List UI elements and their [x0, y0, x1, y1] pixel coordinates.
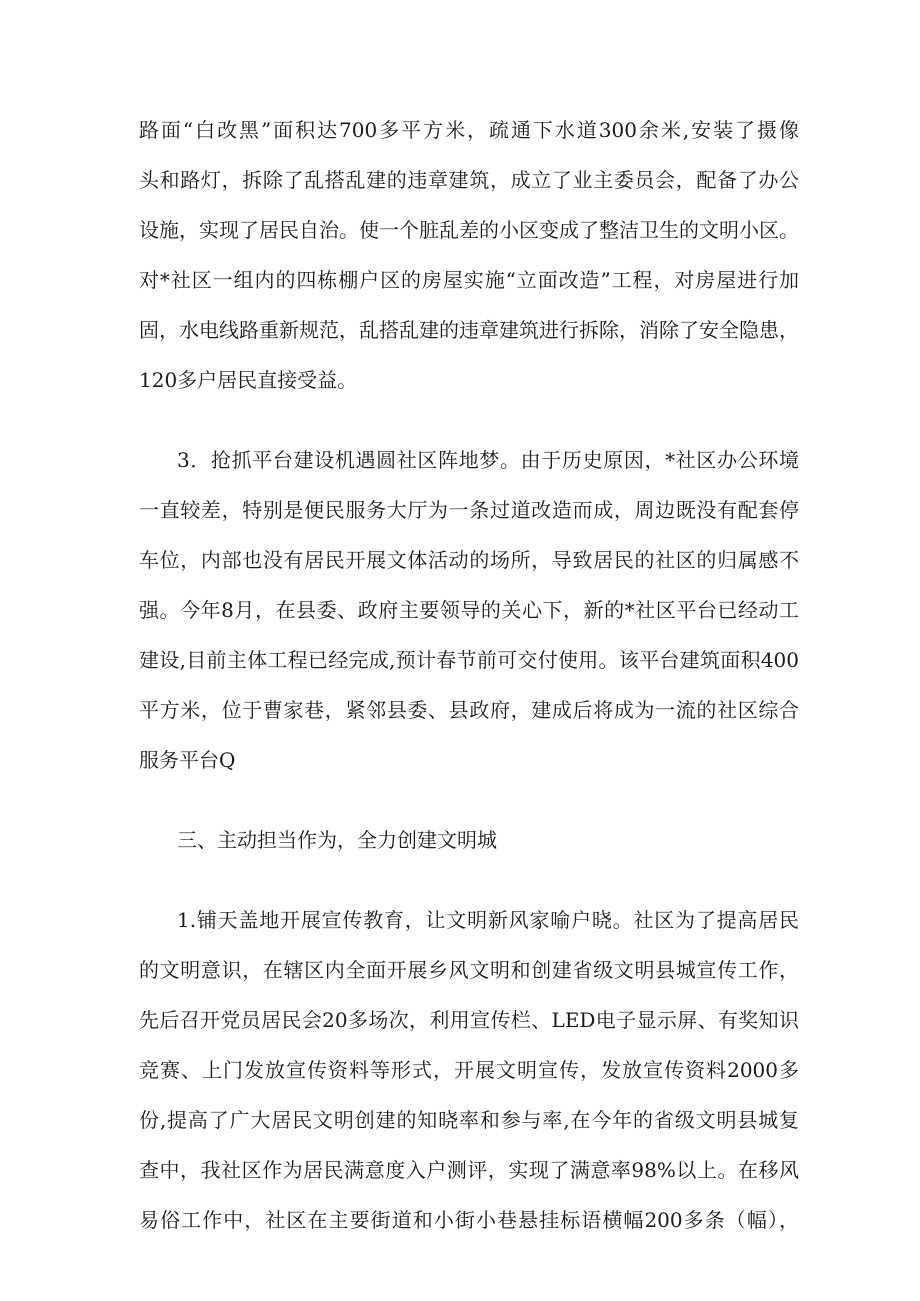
paragraph-3-line-3: 先后召开党员居民会20多场次，利用宣传栏、LED电子显示屏、有奖知识: [139, 1008, 799, 1032]
paragraph-1-line-3: 设施，实现了居民自治。使一个脏乱差的小区变成了整洁卫生的文明小区。: [139, 218, 799, 242]
paragraph-3-line-7: 易俗工作中，社区在主要街道和小街小巷悬挂标语横幅200多条（幅），: [139, 1208, 799, 1232]
paragraph-3-line-2: 的文明意识，在辖区内全面开展乡风文明和创建省级文明县城宣传工作，: [139, 958, 799, 982]
paragraph-3-line-5: 份,提高了广大居民文明创建的知晓率和参与率,在今年的省级文明县城复: [139, 1108, 799, 1132]
paragraph-3-line-6: 查中，我社区作为居民满意度入户测评，实现了满意率98%以上。在移风: [139, 1158, 799, 1182]
paragraph-2-line-7: 服务平台Q: [139, 748, 236, 772]
paragraph-2-line-1: 3．抢抓平台建设机遇圆社区阵地梦。由于历史原因，*社区办公环境: [177, 448, 799, 472]
paragraph-3-line-1: 1.铺天盖地开展宣传教育，让文明新风家喻户晓。社区为了提高居民: [177, 908, 799, 932]
paragraph-2-line-3: 车位，内部也没有居民开展文体活动的场所，导致居民的社区的归属感不: [139, 548, 799, 572]
paragraph-1-line-4: 对*社区一组内的四栋棚户区的房屋实施“立面改造”工程，对房屋进行加: [139, 268, 799, 292]
paragraph-2-line-4: 强。今年8月，在县委、政府主要领导的关心下，新的*社区平台已经动工: [139, 598, 799, 622]
paragraph-1-line-1: 路面“白改黑”面积达700多平方米，疏通下水道300余米,安装了摄像: [139, 118, 799, 142]
paragraph-3-line-4: 竞赛、上门发放宣传资料等形式，开展文明宣传，发放宣传资料2000多: [139, 1058, 799, 1082]
paragraph-1-line-5: 固，水电线路重新规范，乱搭乱建的违章建筑进行拆除，消除了安全隐患，: [139, 318, 799, 342]
paragraph-2-line-2: 一直较差，特别是便民服务大厅为一条过道改造而成，周边既没有配套停: [139, 498, 799, 522]
paragraph-2-line-5: 建设,目前主体工程已经完成,预计春节前可交付使用。该平台建筑面积400: [139, 648, 799, 672]
paragraph-2-line-6: 平方米，位于曹家巷，紧邻县委、县政府，建成后将成为一流的社区综合: [139, 698, 799, 722]
section-heading: 三、主动担当作为，全力创建文明城: [177, 828, 497, 852]
paragraph-1-line-6: 120多户居民直接受益。: [139, 368, 358, 392]
paragraph-1-line-2: 头和路灯，拆除了乱搭乱建的违章建筑，成立了业主委员会，配备了办公: [139, 168, 799, 192]
